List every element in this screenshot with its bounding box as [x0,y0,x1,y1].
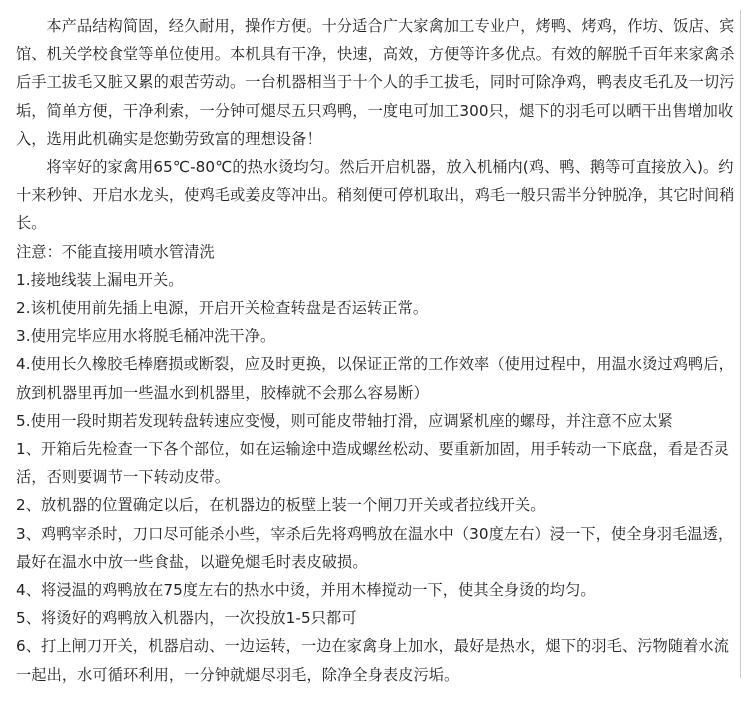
step-item-4: 4、将浸温的鸡鸭放在75度左右的热水中烫，并用木棒搅动一下，使其全身烫的均匀。 [16,581,596,600]
step-item-5: 5、将烫好的鸡鸭放入机器内，一次投放1-5只都可 [16,609,357,628]
note-item-1: 1.接地线装上漏电开关。 [16,270,184,289]
instruction-document [16,12,738,689]
step-item-3: 3、鸡鸭宰杀时，刀口尽可能杀小些，宰杀后先将鸡鸭放在温水中（30度左右）浸一下，使全身羽毛温透，最好在温水中放一些食盐，以避免煺毛时表皮破损。 [16,524,734,571]
note-title: 注意：不能直接用喷水管清洗 [16,242,215,261]
usage-paragraph: 将宰好的家禽用65℃-80℃的热水烫均匀。然后开启机器，放入机桶内(鸡、鸭、鹅等可直接放入)。约十来秒钟、开启水龙头，使鸡毛或姜皮等冲出。稍刻便可停机取出，鸡毛一般只需半分钟脱净，其它时间稍长。 [16,158,735,233]
note-item-3: 3.使用完毕应用水将脱毛桶冲洗干净。 [16,327,276,346]
step-item-2: 2、放机器的位置确定以后，在机器边的板壁上装一个闸刀开关或者拉线开关。 [16,496,546,515]
intro-paragraph: 本产品结构简固，经久耐用，操作方便。十分适合广大家禽加工专业户，烤鸭、烤鸡，作坊、饭店、宾馆、机关学校食堂等单位使用。本机具有干净，快速，高效，方便等许多优点。有效的解脱千百年来家禽杀后手工拔毛又脏又累的艰苦劳动。一台机器相当于十个人的手工拔毛，同时可除净鸡，鸭表皮毛孔及一切污垢，简单方便，干净利索，一分钟可煺尽五只鸡鸭，一度电可加工300只，煺下的羽毛可以晒干出售增加收入，选用此机确实是您勤劳致富的理想设备！ [16,17,735,148]
note-item-4: 4.使用长久橡胶毛棒磨损或断裂，应及时更换，以保证正常的工作效率（使用过程中，用温水烫过鸡鸭后，放到机器里再加一些温水到机器里，胶棒就不会那么容易断） [16,355,734,402]
note-item-5: 5.使用一段时期若发现转盘转速应变慢，则可能皮带轴打滑，应调紧机座的螺母，并注意不应太紧 [16,411,673,430]
page-edge-rule [740,10,741,678]
step-item-1: 1、开箱后先检查一下各个部位，如在运输途中造成螺丝松动、要重新加固，用手转动一下底盘，看是否灵活，否则要调节一下转动皮带。 [16,440,729,487]
step-item-6: 6、打上闸刀开关，机器启动、一边运转，一边在家禽身上加水，最好是热水，煺下的羽毛、污物随着水流一起出，水可循环利用，一分钟就煺尽羽毛，除净全身表皮污垢。 [16,637,729,684]
note-item-2: 2.该机使用前先插上电源，开启开关检查转盘是否运转正常。 [16,299,429,318]
